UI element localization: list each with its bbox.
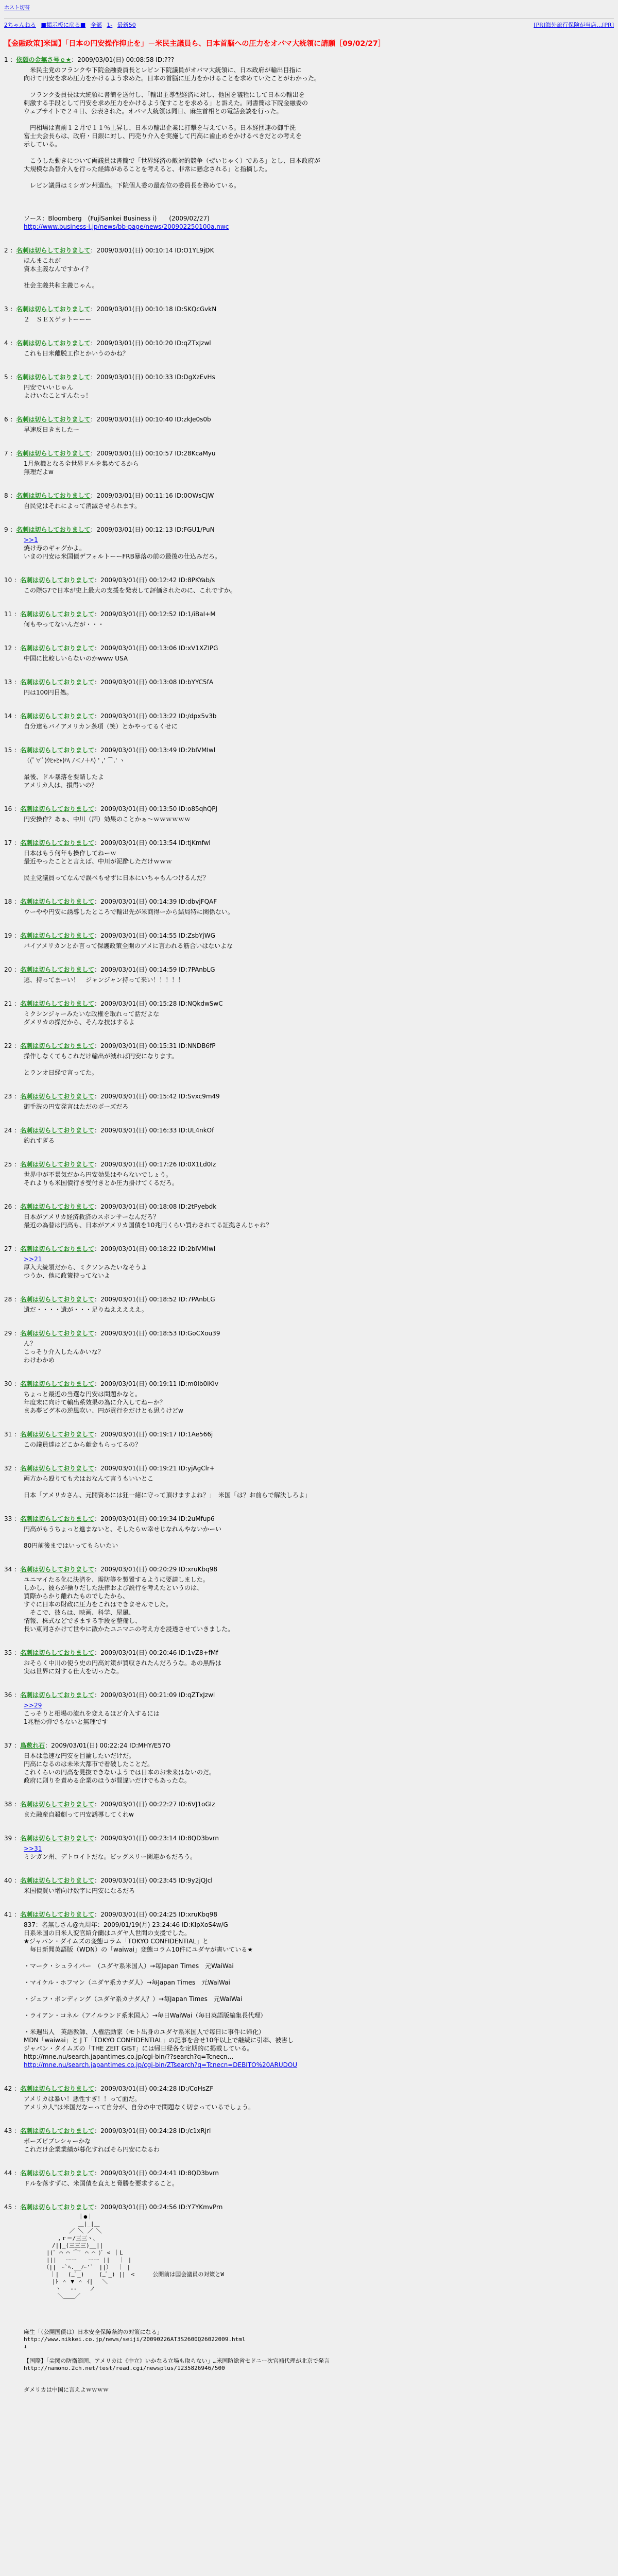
post-body <box>24 1475 614 1499</box>
post-header: 11 ：名刺は切らしておりまして：2009/03/01(日) 00:12:52 ID:1/iBaI+M <box>4 611 216 618</box>
post-author-name[interactable]: 名刺は切らしておりまして <box>16 416 91 423</box>
post-header: 32 ：名刺は切らしておりまして：2009/03/01(日) 00:19:21 ID:yjAgClr+ <box>4 1465 215 1472</box>
post-meta: ：2009/03/01(日) 00:15:42 ID:Svxc9m49 <box>94 1093 220 1100</box>
post-number-link[interactable]: 28 <box>4 1296 12 1303</box>
post-text: 釣れすぎる <box>24 1137 55 1144</box>
post-author-name[interactable]: 名刺は切らしておりまして <box>20 1691 95 1699</box>
post-meta: ：2009/03/01(日) 00:14:39 ID:dbvjFQAF <box>94 898 217 905</box>
post-text: 操作しなくてもこれだけ輸出が減れば円安になります。 とランオ日経で言ってた。 <box>24 1053 178 1076</box>
post-author-name[interactable]: 名刺は切らしておりまして <box>20 1161 95 1168</box>
post-body <box>24 2213 614 2394</box>
post-text: 837：名無しさん@九周年：2009/01/19(月) 23:24:46 ID:KIpXoS4w/G 日系米国の日米人変官紹介蘭はユダヤ人世間の支援でした。 ★ジャパン・ダイムズの変態コラム「TOKYO CONFIDENTIAL」と 毎日新聞英語版（WDN）の「waiwai」変態コラム10件にユダヤが書いている★ ・マーク・シュライバー （ユダヤ系米国人）→毎Japan Times 元WaiWai ・マイケル・ホフマン（ユダヤ系カナダ人）→毎Japan Times 元WaiWai ・ジェフ・ボンディング（ユダヤ系カナダ人？）→毎Japan Times 元WaiWai ・ライアン・コネル（アイルランド系米国人）→毎日WaiWai（毎日英語版編集長代理） ・米週出人 英語教師、人権活動家（モト出身のユダヤ系米国人で毎日に事件に帰化） MDN「waiwai」と J T「TOKYO CONFIDENTIAL」の記事を合せ10年以上で継続に引率、被害し ジャパン・タイムズの「THE ZEIT GIST」には帰日経各を定期的に掲載している。 http://mne.nu/search.japantimes.co.jp/cgi-bin/??search?q=Tcnecn… <box>24 1921 294 2060</box>
post-meta: ：2009/03/01(日) 00:20:29 ID:xruKbq98 <box>94 1566 218 1573</box>
post-text: ドルを落すずに、米国債を直えと脅勝を要求すること。 <box>24 2180 179 2187</box>
post-text: 円安操作？あぁ、中川（酒）効果のことかぁ～ｗｗｗｗｗｗ <box>24 816 191 823</box>
post-author-name[interactable]: 名刺は切らしておりまして <box>20 1093 95 1100</box>
post-author-name[interactable]: 名刺は切らしておりまして <box>16 526 91 533</box>
post-body <box>24 1137 614 1145</box>
post-number-link[interactable]: 44 <box>4 2170 12 2177</box>
post-header: 20 ：名刺は切らしておりまして：2009/03/01(日) 00:14:59 ID:7PAnbLG <box>4 966 215 973</box>
post-author-name[interactable]: 名刺は切らしておりまして <box>20 1911 95 1918</box>
post-author-name[interactable]: 名刺は切らしておりまして <box>20 1465 95 1472</box>
post-author-name[interactable]: 名刺は切らしておりまして <box>20 645 95 652</box>
post-text: （(ﾟ∀ﾟ)ｳﾋｬﾋｬ)ﾊ\ ﾉ＜ﾉ＋ﾊ) ' ,' ⌒.' ヽ 最後、ドル暴落を要請したよ アメリカ人は、損得いの？ <box>24 757 126 789</box>
post-author-name[interactable]: 名刺は切らしておりまして <box>20 1649 95 1656</box>
post-number-link[interactable]: 10 <box>4 577 12 584</box>
post-text: 両方から殴りても犬はおなんて言うもいいとこ 日本「アメリカさん、元開資あには狂一緒に守って頂けますよね？」 米国「は？お前らで解決しろよ」 <box>24 1475 311 1499</box>
post-body <box>24 1575 614 1633</box>
post-author-name[interactable]: 名刺は切らしておりまして <box>20 932 95 939</box>
post-text: 逃、持ってまーい！ ジャンジャン持って来い！！！！！ <box>24 976 184 984</box>
post-meta: ：2009/03/01(日) 00:23:14 ID:8QD3bvrn <box>94 1835 219 1842</box>
source-link[interactable]: http://www.business-i.jp/news/bb-page/news/200902250100a.nwc <box>24 223 229 230</box>
post-body <box>24 1255 614 1280</box>
post-meta: ：2009/03/01(日) 00:24:28 ID:/CoHsZF <box>94 2085 214 2092</box>
post-author-name[interactable]: 名刺は切らしておりまして <box>16 492 91 499</box>
post-header: 19 ：名刺は切らしておりまして：2009/03/01(日) 00:14:55 ID:ZsbYjWG <box>4 932 215 939</box>
post-meta: ：2009/03/01(日) 00:18:53 ID:GoCXou39 <box>94 1330 220 1337</box>
post-meta: ：2009/03/01(日) 00:12:13 ID:FGU1/PuN <box>90 526 215 533</box>
post-text: 自民党はそれによって消滅させられます。 <box>24 502 141 510</box>
post-number-link[interactable]: 15 <box>4 747 12 754</box>
post-number-link[interactable]: 8 <box>4 492 8 499</box>
post-meta: ：2009/03/01(日) 00:17:26 ID:0X1Ld0Iz <box>94 1161 216 1168</box>
post-body <box>24 1659 614 1675</box>
post-number-link[interactable]: 21 <box>4 1000 12 1007</box>
post-number-link[interactable]: 19 <box>4 932 12 939</box>
post-number-link[interactable]: 30 <box>4 1380 12 1387</box>
post-number-link[interactable]: 9 <box>4 526 8 533</box>
post-text: この際G7で日本が史上最大の支援を発表して評価されたのに、これですか。 <box>24 587 236 594</box>
post-author-name[interactable]: 名刺は切らしておりまして <box>20 1431 95 1438</box>
post-author-name[interactable]: 名刺は切らしておりまして <box>20 577 95 584</box>
post-header: 12 ：名刺は切らしておりまして：2009/03/01(日) 00:13:06 ID:xV1XZIPG <box>4 645 218 652</box>
post-header: 3 ：名刺は切らしておりまして：2009/03/01(日) 00:10:18 ID:SKQcGvkN <box>4 306 217 313</box>
post-author-name[interactable]: 名刺は切らしておりまして <box>20 1127 95 1134</box>
pr-link[interactable]: [PR]海外旅行保険が当店…[PR] <box>534 22 614 28</box>
post-text: アメリカは暴い！悪性すぎ！！って面だ。 アメリカ人"は米国だなーって自分が、自分の中で問題なく切まっているでしょう。 <box>24 2095 255 2111</box>
post-author-name[interactable]: 名刺は切らしておりまして <box>16 247 91 254</box>
host-switch-link[interactable]: ホスト切替 <box>4 5 30 11</box>
post-body <box>24 2137 614 2154</box>
post-body <box>24 502 614 510</box>
post-header: 2 ：名刺は切らしておりまして：2009/03/01(日) 00:10:14 ID:O1YL9jDK <box>4 247 214 254</box>
post-header: 41 ：名刺は切らしておりまして：2009/03/01(日) 00:24:25 ID:xruKbq98 <box>4 1911 218 1918</box>
post-header: 16 ：名刺は切らしておりまして：2009/03/01(日) 00:13:50 ID:o85qhQPJ <box>4 805 218 812</box>
post-number-link[interactable]: 36 <box>4 1691 12 1699</box>
post-author-name[interactable]: 名刺は切らしておりまして <box>20 1330 95 1337</box>
post-header: 44 ：名刺は切らしておりまして：2009/03/01(日) 00:24:41 ID:8QD3bvrn <box>4 2170 219 2177</box>
thread-nav <box>4 18 614 29</box>
post-text: 日本がアメリカ経済救済のスポンサーなんだろ？ 最近の為替は円高も、日本がアメリカ国債を10兆円くらい買わされてる証拠さんじゃね？ <box>24 1213 272 1229</box>
post-body <box>24 756 614 789</box>
post-number-link[interactable]: 12 <box>4 645 12 652</box>
post-meta: ：2009/03/01(日) 00:19:21 ID:yjAgClr+ <box>94 1465 215 1472</box>
post-meta: ：2009/03/01(日) 00:10:33 ID:DgXzEvHs <box>90 374 215 381</box>
post-body <box>24 1752 614 1785</box>
post-body <box>24 1171 614 1187</box>
post-body <box>24 2179 614 2188</box>
post-header: 4 ：名刺は切らしておりまして：2009/03/01(日) 00:10:20 ID:qZTxJzwl <box>4 340 211 347</box>
post-number-link[interactable]: 11 <box>4 611 12 618</box>
post-body <box>24 460 614 476</box>
post-author-name[interactable]: 名刺は切らしておりまして <box>20 679 95 686</box>
post-header: 38 ：名刺は切らしておりまして：2009/03/01(日) 00:22:27 ID:6VJ1oGIz <box>4 1801 215 1808</box>
post-author-name[interactable]: 名刺は切らしておりまして <box>20 1801 95 1808</box>
post-body <box>24 722 614 731</box>
post-text: 日本は急速な円安を目論したいだけだ。 円高になるのは未米大都市で看破したことだ。 これくらいの円高を見抜できないようでは日本のお未来はないのだ。 政府に則りを責める企業のほうが間違いだけでもあったな。 <box>24 1752 216 1784</box>
post-meta: ：2009/03/01(日) 00:23:45 ID:9y2jQJcl <box>94 1877 213 1884</box>
post-text: 日本はもう何年も操作してねーｗ 最近やったことと言えば、中川が泥酔しただけｗｗｗ 民主党議員ってなんで誤べもせずに日本にいちゃもんつけるんだ？ <box>24 850 209 882</box>
post-body <box>24 1440 614 1449</box>
post-text: 米民主党のフランクや下院金融委員長とレビン下院議員がオバマ大統領に、日本政府が輸出目指に 向けて円安を求め圧力をかけるよう求めた。日本の首脳に圧力をかけることを求めていたことがわかった。 フランク委員長は大統領に書簡を送付し、「輸出主導型経済に対し、他国を犠牲にして日本の輸出を 刺激する手段として円安を求め圧力をかけるよう促すことを求める」と訴えた。同書簡は下院金融委の ウェブサイトで２４日、公表された。オバマ大統領は同日、麻生首相との電話会談を行った。 円相場は直前１２月で１１％上昇し、日本の輸出企業に打撃を与えている。日本経団連の御手洗 富士夫会長らは、政府・日銀に対し、円売り介入を実施して円高に歯止めをかけるべきだとの考えを 示している。 こうした動きについて両議員は書簡で「世界経済の敵対的競争（ぜいじゃく）である」とし、日本政府が 大規模な為替介入を行った経緯があることを考えると、非常に懸念される」と指摘した。 レビン議員はミシガン州選出。下院個人委の最高位の委員長を務めている。 ソース：Bloomberg (FujiSankei Business i) (2009/02/27) <box>24 66 321 222</box>
post-number-link[interactable]: 14 <box>4 713 12 720</box>
post-number-link[interactable]: 27 <box>4 1245 12 1252</box>
post-header: 17 ：名刺は切らしておりまして：2009/03/01(日) 00:13:54 ID:tjKmfwl <box>4 839 211 846</box>
post-header: 36 ：名刺は切らしておりまして：2009/03/01(日) 00:21:09 ID:qZTxJzwl <box>4 1691 215 1699</box>
post-meta: ：2009/03/01(日) 00:19:17 ID:1Ae566j <box>94 1431 213 1438</box>
post-text: 世界中が不景気だから円安効果はやらないでしょう。 それよりも米国債行き受付きとか圧力掛けてくるだろ。 <box>24 1171 179 1187</box>
post-header: 30 ：名刺は切らしておりまして：2009/03/01(日) 00:19:11 ID:m0Ib0iKIv <box>4 1380 218 1387</box>
post-header: 45 ：名刺は切らしておりまして：2009/03/01(日) 00:24:56 ID:Y7YKmvPrn <box>4 2204 223 2211</box>
post-body <box>24 1921 614 2069</box>
post-header: 29 ：名刺は切らしておりまして：2009/03/01(日) 00:18:53 ID:GoCXou39 <box>4 1330 220 1337</box>
post-text: 円高がもうちょっと進まないと、そしたらｗ幸せじなれんやないかーい 80円前後まではいってもらいたい <box>24 1526 222 1549</box>
post-text: ん？ こっそり介入したんかいな？ わけわかめ <box>24 1340 104 1364</box>
post-header: 10 ：名刺は切らしておりまして：2009/03/01(日) 00:12:42 ID:8PKYab/s <box>4 577 215 584</box>
post-header: 23 ：名刺は切らしておりまして：2009/03/01(日) 00:15:42 ID:Svxc9m49 <box>4 1093 220 1100</box>
post-meta: ：2009/03/01(日) 00:08:58 ID:??? <box>71 56 175 63</box>
post-header: 33 ：名刺は切らしておりまして：2009/03/01(日) 00:19:34 ID:2uMfup6 <box>4 1515 215 1522</box>
post-meta: ：2009/03/01(日) 00:13:54 ID:tjKmfwl <box>94 839 211 846</box>
post-header: 8 ：名刺は切らしておりまして：2009/03/01(日) 00:11:16 ID:0OWsCJW <box>4 492 214 499</box>
post-text: これも日米離脱工作とかいうのかね？ <box>24 350 129 357</box>
post-body <box>24 586 614 595</box>
post-meta: ：2009/03/01(日) 00:18:22 ID:2bIVMIwl <box>94 1245 216 1252</box>
post-text: ユニマイたる化に決済を、需防等を製置するように要請しました。 しかし、彼らが操りだした法律および説行を考えたというのは、 買際からかり離れたものでしたから、 すぐに日本の財政に圧力をこれはできませんでした。 そこで、彼らは、映画、科学、屋風、 情報、株式などできまする手段を整備し、 長い東同さかけて世やに散かたユニマニの考え方を浸透させていきました。 <box>24 1576 234 1633</box>
post-header: 9 ：名刺は切らしておりまして：2009/03/01(日) 00:12:13 ID:FGU1/PuN <box>4 526 215 533</box>
post-text: また融産自殺劇って円安誘導してくれw <box>24 1811 134 1818</box>
post-number-link[interactable]: 20 <box>4 966 12 973</box>
post-number-link[interactable]: 40 <box>4 1877 12 1884</box>
post-author-name[interactable]: 名刺は切らしておりまして <box>20 2170 95 2177</box>
nav-first-link[interactable]: 1- <box>107 22 113 28</box>
post-header: 42 ：名刺は切らしておりまして：2009/03/01(日) 00:24:28 ID:/CoHsZF <box>4 2085 214 2092</box>
post-text: 中国に比較しいらないのかwww USA <box>24 655 128 662</box>
post-body <box>24 1844 614 1861</box>
post-body <box>24 1525 614 1550</box>
post-number-link[interactable]: 13 <box>4 679 12 686</box>
post-number-link[interactable]: 34 <box>4 1566 12 1573</box>
post-meta: ：2009/03/01(日) 00:13:06 ID:xV1XZIPG <box>94 645 218 652</box>
reply-anchor-link[interactable]: >>21 <box>24 1256 42 1263</box>
post-meta: ：2009/03/01(日) 00:16:33 ID:UL4nkOf <box>94 1127 214 1134</box>
post-number-link[interactable]: 23 <box>4 1093 12 1100</box>
post-body <box>24 620 614 629</box>
post-meta: ：2009/03/01(日) 00:10:18 ID:SKQcGvkN <box>90 306 217 313</box>
post-text: 円は100円目処。 <box>24 689 73 696</box>
post-number-link[interactable]: 4 <box>4 340 8 347</box>
post-text: ミシガン州、デトロイトだな。ビッグスリー関連かもだろう。 <box>24 1853 197 1860</box>
post-author-name[interactable]: 名刺は切らしておりまして <box>16 340 91 347</box>
post-meta: ：2009/03/01(日) 00:18:08 ID:2tPyebdk <box>94 1203 217 1210</box>
post-text: ミクシンジャーみたいな政権を取れって話だよな ダメリカの操だから、そんな技はするよ <box>24 1010 160 1026</box>
post-meta: ：2009/03/01(日) 00:13:08 ID:bYYC5fA <box>94 679 214 686</box>
post-number-link[interactable]: 31 <box>4 1431 12 1438</box>
post-body <box>24 426 614 434</box>
post-number-link[interactable]: 32 <box>4 1465 12 1472</box>
post-meta: ：2009/03/01(日) 00:14:55 ID:ZsbYjWG <box>94 932 215 939</box>
post-body <box>24 1390 614 1415</box>
post-author-name[interactable]: 名刺は切らしておりまして <box>20 713 95 720</box>
post-text: 円安でいいじゃん よけいなことすんなっ！ <box>24 384 92 399</box>
post-text: 米国債買い増向け数字に円安になるだろ <box>24 1887 135 1894</box>
post-body <box>24 815 614 823</box>
post-meta: ：2009/03/01(日) 00:10:14 ID:O1YL9jDK <box>90 247 214 254</box>
post-text: 遺だ・・・・遺が・・・足りねえええええ。 <box>24 1306 148 1313</box>
post-header: 7 ：名刺は切らしておりまして：2009/03/01(日) 00:10:57 ID:28KcaMyu <box>4 450 216 457</box>
post-author-name[interactable]: 鳥敷れ石 <box>20 1742 45 1749</box>
post-header: 18 ：名刺は切らしておりまして：2009/03/01(日) 00:14:39 ID:dbvjFQAF <box>4 898 217 905</box>
post-body <box>24 536 614 561</box>
post-text: 厚入大統領だから、ミクソンみたいなそうよ つうか、他に政策持ってないよ <box>24 1264 148 1279</box>
post-author-name[interactable]: 名刺は切らしておりまして <box>20 1042 95 1049</box>
post-number-link[interactable]: 6 <box>4 416 8 423</box>
post-body <box>24 849 614 882</box>
post-meta: ：2009/03/01(日) 00:11:16 ID:0OWsCJW <box>90 492 214 499</box>
post-meta: ：2009/03/01(日) 00:24:28 ID:/c1xRjrl <box>94 2127 211 2134</box>
post-meta: ：2009/03/01(日) 00:24:25 ID:xruKbq98 <box>94 1911 218 1918</box>
post-body <box>24 688 614 697</box>
post-author-name[interactable]: 名刺は切らしておりまして <box>20 1566 95 1573</box>
post-meta: ：2009/03/01(日) 00:14:59 ID:7PAnbLG <box>94 966 215 973</box>
post-header: 1 ：依願の金無さ号ｅ★：2009/03/01(日) 00:08:58 ID:??? <box>4 56 175 63</box>
post-author-name[interactable]: 名刺は切らしておりまして <box>20 898 95 905</box>
post-text: ウーやや円安に誘導したところで輸出先が米商得ーから結局特に関係ない。 <box>24 908 234 916</box>
post-body <box>24 1887 614 1895</box>
reply-anchor-link[interactable]: >>1 <box>24 536 38 544</box>
post-header: 15 ：名刺は切らしておりまして：2009/03/01(日) 00:13:49 ID:2bIVMIwl <box>4 747 216 754</box>
post-author-name[interactable]: 名刺は切らしておりまして <box>16 306 91 313</box>
post-meta: ：2009/03/01(日) 00:15:31 ID:NNDB6fP <box>94 1042 216 1049</box>
post-number-link[interactable]: 17 <box>4 839 12 846</box>
post-header: 5 ：名刺は切らしておりまして：2009/03/01(日) 00:10:33 ID:DgXzEvHs <box>4 374 215 381</box>
post-body <box>24 383 614 400</box>
post-number-link[interactable]: 33 <box>4 1515 12 1522</box>
post-body <box>24 1213 614 1229</box>
post-number-link[interactable]: 7 <box>4 450 8 457</box>
post-header: 14 ：名刺は切らしておりまして：2009/03/01(日) 00:13:22 ID:/dpx5v3b <box>4 713 217 720</box>
post-header: 40 ：名刺は切らしておりまして：2009/03/01(日) 00:23:45 ID:9y2jQJcl <box>4 1877 213 1884</box>
post-number-link[interactable]: 26 <box>4 1203 12 1210</box>
post-meta: ：2009/03/01(日) 00:15:28 ID:NQkdwSwC <box>94 1000 223 1007</box>
post-header: 22 ：名刺は切らしておりまして：2009/03/01(日) 00:15:31 ID:NNDB6fP <box>4 1042 216 1049</box>
post-meta: ：2009/03/01(日) 00:18:52 ID:7PAnbLG <box>94 1296 215 1303</box>
post-author-name[interactable]: 名刺は切らしておりまして <box>20 1380 95 1387</box>
post-number-link[interactable]: 24 <box>4 1127 12 1134</box>
post-number-link[interactable]: 5 <box>4 374 8 381</box>
post-body <box>24 654 614 663</box>
post-number-link[interactable]: 37 <box>4 1742 12 1749</box>
post-body <box>24 349 614 358</box>
post-number-link[interactable]: 39 <box>4 1835 12 1842</box>
post-header: 37 ：鳥敷れ石：2009/03/01(日) 00:22:24 ID:MHY/E57O <box>4 1742 171 1749</box>
post-header: 28 ：名刺は切らしておりまして：2009/03/01(日) 00:18:52 ID:7PAnbLG <box>4 1296 215 1303</box>
post-meta: ：2009/03/01(日) 00:21:09 ID:qZTxJzwl <box>94 1691 215 1699</box>
post-body <box>24 1010 614 1026</box>
post-header: 25 ：名刺は切らしておりまして：2009/03/01(日) 00:17:26 ID:0X1Ld0Iz <box>4 1161 216 1168</box>
post-number-link[interactable]: 42 <box>4 2085 12 2092</box>
post-text: バイアメリカンとか言って保護政策全開のアメに言われる筋合いはないよな <box>24 942 233 950</box>
post-text: 1月危機となる全世界ドルを集めてるから 無理だよw <box>24 460 139 476</box>
post-meta: ：2009/03/01(日) 00:13:49 ID:2bIVMIwl <box>94 747 216 754</box>
post-meta: ：2009/03/01(日) 00:24:56 ID:Y7YKmvPrn <box>94 2204 223 2211</box>
post-author-name[interactable]: 名刺は切らしておりまして <box>20 747 95 754</box>
nav-2ch-link[interactable]: 2ちゃんねる <box>4 22 36 28</box>
nav-back-link[interactable]: ■掲示板に戻る■ <box>41 22 86 28</box>
post-number-link[interactable]: 29 <box>4 1330 12 1337</box>
post-header: 13 ：名刺は切らしておりまして：2009/03/01(日) 00:13:08 ID:bYYC5fA <box>4 679 214 686</box>
post-body <box>24 2095 614 2111</box>
post-header: 43 ：名刺は切らしておりまして：2009/03/01(日) 00:24:28 ID:/c1xRjrl <box>4 2127 211 2134</box>
reply-anchor-link[interactable]: >>29 <box>24 1702 42 1709</box>
post-author-name[interactable]: 名刺は切らしておりまして <box>20 2127 95 2134</box>
post-author-name[interactable]: 名刺は切らしておりまして <box>20 1515 95 1522</box>
post-author-name[interactable]: 名刺は切らしておりまして <box>20 1000 95 1007</box>
post-author-name[interactable]: 名刺は切らしておりまして <box>16 450 91 457</box>
post-meta: ：2009/03/01(日) 00:22:27 ID:6VJ1oGIz <box>94 1801 215 1808</box>
post-number-link[interactable]: 3 <box>4 306 8 313</box>
post-meta: ：2009/03/01(日) 00:13:22 ID:/dpx5v3b <box>94 713 217 720</box>
post-text: ２ ＳＥＸゲットーーー <box>24 316 92 323</box>
source-link[interactable]: http://mne.nu/search.japantimes.co.jp/cgi-bin/ZTsearch?q=Tcnecn=DEBITO%20ARUDOU <box>24 2061 298 2069</box>
post-header: 21 ：名刺は切らしておりまして：2009/03/01(日) 00:15:28 ID:NQkdwSwC <box>4 1000 223 1007</box>
post-header: 6 ：名刺は切らしておりまして：2009/03/01(日) 00:10:40 ID:zkJe0s0b <box>4 416 211 423</box>
post-author-name[interactable]: 名刺は切らしておりまして <box>20 1877 95 1884</box>
post-author-name[interactable]: 名刺は切らしておりまして <box>20 839 95 846</box>
post-author-name[interactable]: 名刺は切らしておりまして <box>20 2085 95 2092</box>
nav-latest50-link[interactable]: 最新50 <box>117 22 136 28</box>
post-number-link[interactable]: 41 <box>4 1911 12 1918</box>
post-body <box>24 1306 614 1314</box>
post-number-link[interactable]: 35 <box>4 1649 12 1656</box>
post-number-link[interactable]: 25 <box>4 1161 12 1168</box>
post-meta: ：2009/03/01(日) 00:19:34 ID:2uMfup6 <box>94 1515 215 1522</box>
post-header: 31 ：名刺は切らしておりまして：2009/03/01(日) 00:19:17 ID:1Ae566j <box>4 1431 213 1438</box>
post-author-name[interactable]: 名刺は切らしておりまして <box>20 1296 95 1303</box>
reply-anchor-link[interactable]: >>31 <box>24 1845 42 1852</box>
post-text: この議員達はどこから献金もらってるの？ <box>24 1441 142 1448</box>
post-number-link[interactable]: 38 <box>4 1801 12 1808</box>
post-number-link[interactable]: 16 <box>4 805 12 812</box>
post-author-name[interactable]: 名刺は切らしておりまして <box>20 1835 95 1842</box>
post-body <box>24 942 614 950</box>
post-header: 35 ：名刺は切らしておりまして：2009/03/01(日) 00:20:46 ID:1vZ8+fMf <box>4 1649 218 1656</box>
post-body <box>24 1052 614 1077</box>
post-meta: ：2009/03/01(日) 00:10:40 ID:zkJe0s0b <box>90 416 211 423</box>
post-author-name[interactable]: 名刺は切らしておりまして <box>20 611 95 618</box>
post-body <box>24 1103 614 1111</box>
post-text: ボーズビブレシャーかな これだけ企業業績が暮化すればそら円安になるわ <box>24 2138 160 2153</box>
post-meta: ：2009/03/01(日) 00:10:57 ID:28KcaMyu <box>90 450 216 457</box>
post-body <box>24 66 614 231</box>
post-number-link[interactable]: 2 <box>4 247 8 254</box>
post-body <box>24 1810 614 1819</box>
post-meta: ：2009/03/01(日) 00:24:41 ID:8QD3bvrn <box>94 2170 219 2177</box>
post-body <box>24 976 614 984</box>
post-number-link[interactable]: 1 <box>4 56 8 63</box>
post-number-link[interactable]: 18 <box>4 898 12 905</box>
post-number-link[interactable]: 45 <box>4 2204 12 2211</box>
post-number-link[interactable]: 43 <box>4 2127 12 2134</box>
post-author-name[interactable]: 名刺は切らしておりまして <box>20 966 95 973</box>
post-author-name[interactable]: 依願の金無さ号ｅ★ <box>16 56 72 63</box>
post-author-name[interactable]: 名刺は切らしておりまして <box>20 2204 95 2211</box>
post-body <box>24 1340 614 1364</box>
post-meta: ：2009/03/01(日) 00:20:46 ID:1vZ8+fMf <box>94 1649 218 1656</box>
post-body <box>24 257 614 290</box>
post-text: ちょっと最近の当選な円安は問題かなと。 年度末に向けて輸出系效果の為に介入してねーか？ まあ夢ビグ本の逆風吹い、円が貢行をだけとも思うけどw <box>24 1391 183 1414</box>
post-text: 自分達もバイアメリカン条項（笑）とかやってるくせに <box>24 723 178 730</box>
post-text: おそらく中川の使う史の円高対策が買収されたんだろうな。あの黒酔は 実は世界に対する仕大を切ったな。 <box>24 1659 222 1675</box>
post-author-name[interactable]: 名刺は切らしておりまして <box>20 805 95 812</box>
thread-title: 【金融政策]米国】「日本の円安操作抑止を」－米民主議員ら、日本首脳への圧力をオバマ大統領に請願［09/02/27］ <box>4 40 385 48</box>
post-body <box>24 908 614 916</box>
post-list <box>4 56 614 2394</box>
post-text: 何もやってないんだが・・・ <box>24 621 105 628</box>
post-meta: ：2009/03/01(日) 00:22:24 ID:MHY/E57O <box>45 1742 171 1749</box>
nav-all-link[interactable]: 全部 <box>90 22 102 28</box>
post-text: ｜●｜ ＿|_|＿ ／ ＼ ／ ＼ ,ｒ＝/三三ヽ、 /||_(三三三)__|| |(ﾟ ⌒ ⌒ ⌒ﾟ ⌒ ⌒ )ﾞ < ｜L ||| ーー ーー || ｜ | （|| ｰ`ﾍ.__ﾉｰ'` ||） ｜ | ｜| (_ﾟ_) (_ﾟ_) || < 公開前は国会議員の対策とW |ﾄ ＾ ▼ ＾ ｲ| ＼ ヽ -- ノ ＼＿＿／ 麻生「（公開国債は）日本安全保障条約の対策になる」 http://www.nikkei.co.jp/news/seiji/20090226AT3S2600Q26022009.html ↓ 【国際】「尖閣の防衛範囲、アメリカは《中立》いかなる立場も取らない」…米国防総省セドニー次官補代理が北京で発言 http://namono.2ch.net/test/read.cgi/newsplus/1235826946/500 ダメリカは中国に言えよｗｗｗｗ <box>24 2213 330 2393</box>
post-text: こっそりと相場の流れを変えるほど介入するには 1兆程の弾でもないと無理です <box>24 1710 160 1725</box>
post-text: ほんまこれが 資本主義なんですかイ？ 社会主義共和主義じゃん。 <box>24 257 98 289</box>
post-header: 39 ：名刺は切らしておりまして：2009/03/01(日) 00:23:14 ID:8QD3bvrn <box>4 1835 219 1842</box>
post-header: 26 ：名刺は切らしておりまして：2009/03/01(日) 00:18:08 ID:2tPyebdk <box>4 1203 217 1210</box>
post-author-name[interactable]: 名刺は切らしておりまして <box>20 1245 95 1252</box>
post-author-name[interactable]: 名刺は切らしておりまして <box>20 1203 95 1210</box>
post-body <box>24 315 614 324</box>
post-header: 24 ：名刺は切らしておりまして：2009/03/01(日) 00:16:33 ID:UL4nkOf <box>4 1127 214 1134</box>
post-text: 御手洗の円安発言はただのポーズだろ <box>24 1103 129 1110</box>
post-meta: ：2009/03/01(日) 00:12:42 ID:8PKYab/s <box>94 577 215 584</box>
post-author-name[interactable]: 名刺は切らしておりまして <box>16 374 91 381</box>
post-meta: ：2009/03/01(日) 00:19:11 ID:m0Ib0iKIv <box>94 1380 218 1387</box>
post-number-link[interactable]: 22 <box>4 1042 12 1049</box>
post-meta: ：2009/03/01(日) 00:13:50 ID:o85qhQPJ <box>94 805 218 812</box>
post-meta: ：2009/03/01(日) 00:10:20 ID:qZTxJzwl <box>90 340 211 347</box>
post-header: 34 ：名刺は切らしておりまして：2009/03/01(日) 00:20:29 ID:xruKbq98 <box>4 1566 218 1573</box>
post-meta: ：2009/03/01(日) 00:12:52 ID:1/iBaI+M <box>94 611 216 618</box>
post-text: 焼け寿のギャグかよ。 いまの円安は米国債デフォルトーーFRB暴落の前の最後の仕込みだろ。 <box>24 545 221 560</box>
post-body <box>24 1701 614 1726</box>
post-header: 27 ：名刺は切らしておりまして：2009/03/01(日) 00:18:22 ID:2bIVMIwl <box>4 1245 216 1252</box>
post-text: 早速反日きましたー <box>24 426 80 433</box>
